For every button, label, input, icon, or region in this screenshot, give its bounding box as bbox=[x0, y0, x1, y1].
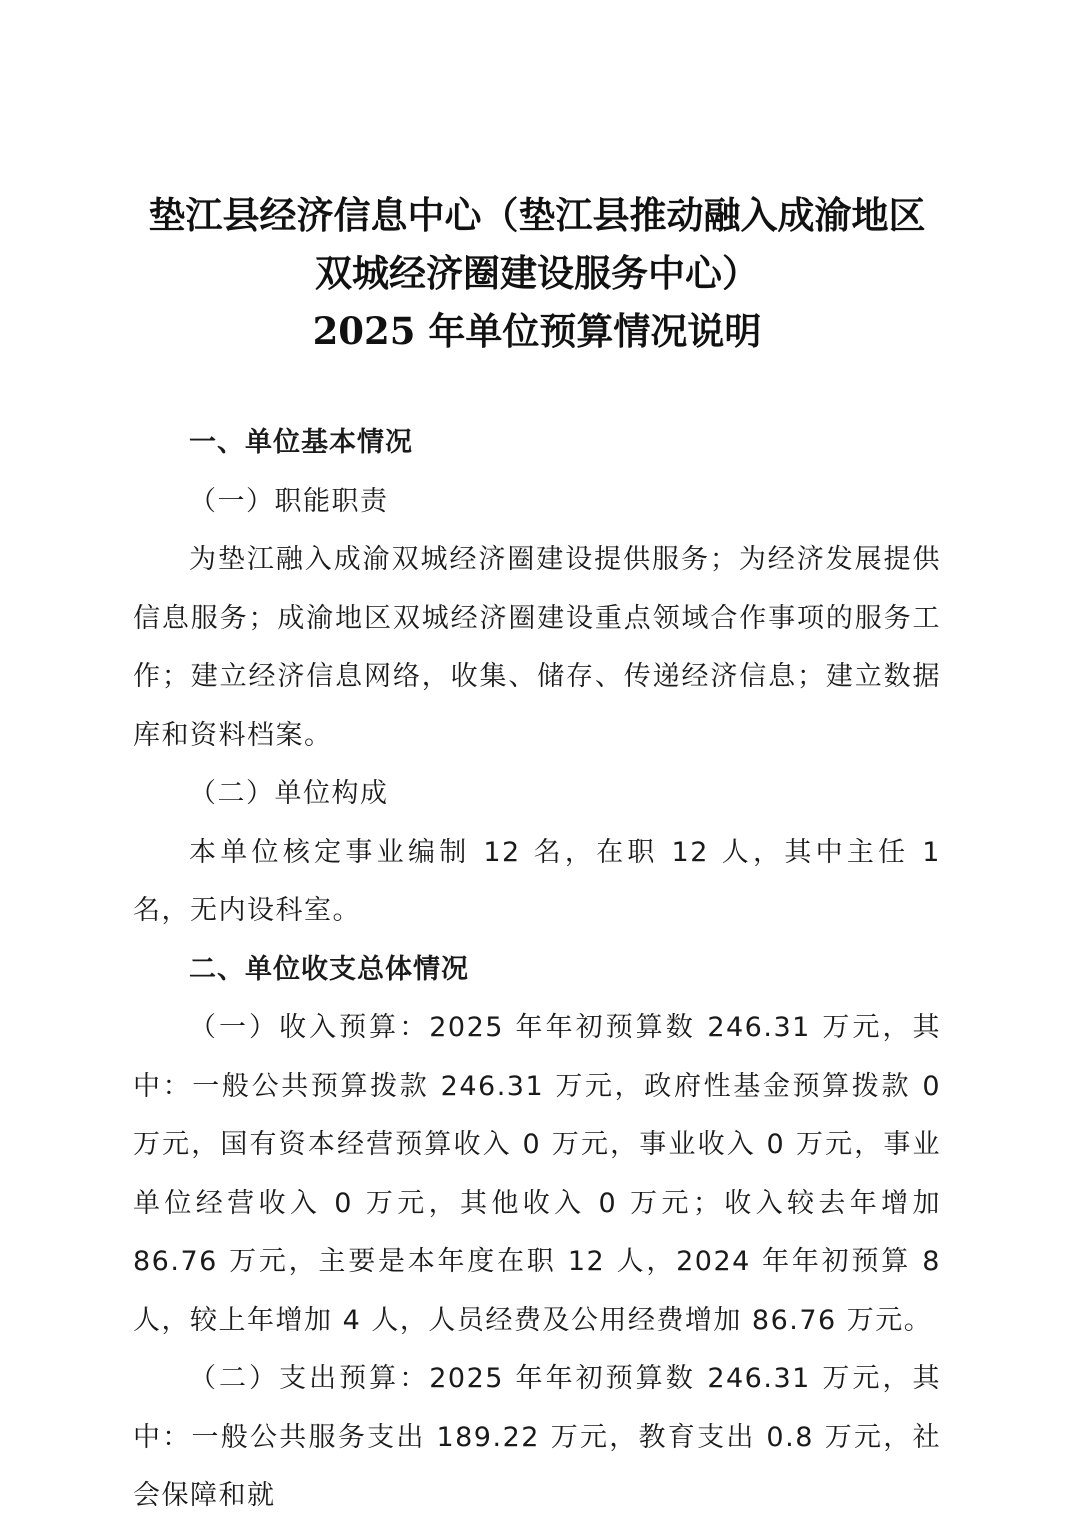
paragraph-composition: 本单位核定事业编制 12 名，在职 12 人，其中主任 1 名，无内设科室。 bbox=[133, 836, 941, 926]
title-line-2: 双城经济圈建设服务中心） bbox=[315, 251, 759, 295]
section-heading-budget-overview: 二、单位收支总体情况 bbox=[189, 953, 469, 985]
title-line-3: 2025 年单位预算情况说明 bbox=[312, 309, 762, 353]
paragraph-expenditure-budget: （二）支出预算：2025 年年初预算数 246.31 万元，其中：一般公共服务支出 189.22 万元，教育支出 0.8 万元，社会保障和就 bbox=[133, 1363, 941, 1511]
title-line-1: 垫江县经济信息中心（垫江县推动融入成渝地区 bbox=[148, 193, 926, 237]
subheading-functions: （一）职能职责 bbox=[189, 485, 389, 517]
paragraph-income-budget: （一）收入预算：2025 年年初预算数 246.31 万元，其中：一般公共预算拨款 246.31 万元，政府性基金预算拨款 0 万元，国有资本经营预算收入 0 万元，事业收入 0 万元，事业单位经营收入 0 万元，其他收入 0 万元；收入较去年增加 86.76 万元，主要是本年度在职 12 人，2024 年年初预算 8 人，较上年增加 4 人，人员经费及公用经费增加 86.76 万元。 bbox=[133, 1012, 941, 1336]
document-body bbox=[133, 414, 941, 1526]
paragraph-functions: 为垫江融入成渝双城经济圈建设提供服务；为经济发展提供信息服务；成渝地区双城经济圈建设重点领域合作事项的服务工作；建立经济信息网络，收集、储存、传递经济信息；建立数据库和资料档案。 bbox=[133, 544, 941, 751]
section-heading-basic-info: 一、单位基本情况 bbox=[189, 427, 413, 458]
subheading-composition: （二）单位构成 bbox=[189, 778, 389, 809]
document-title bbox=[110, 186, 964, 360]
